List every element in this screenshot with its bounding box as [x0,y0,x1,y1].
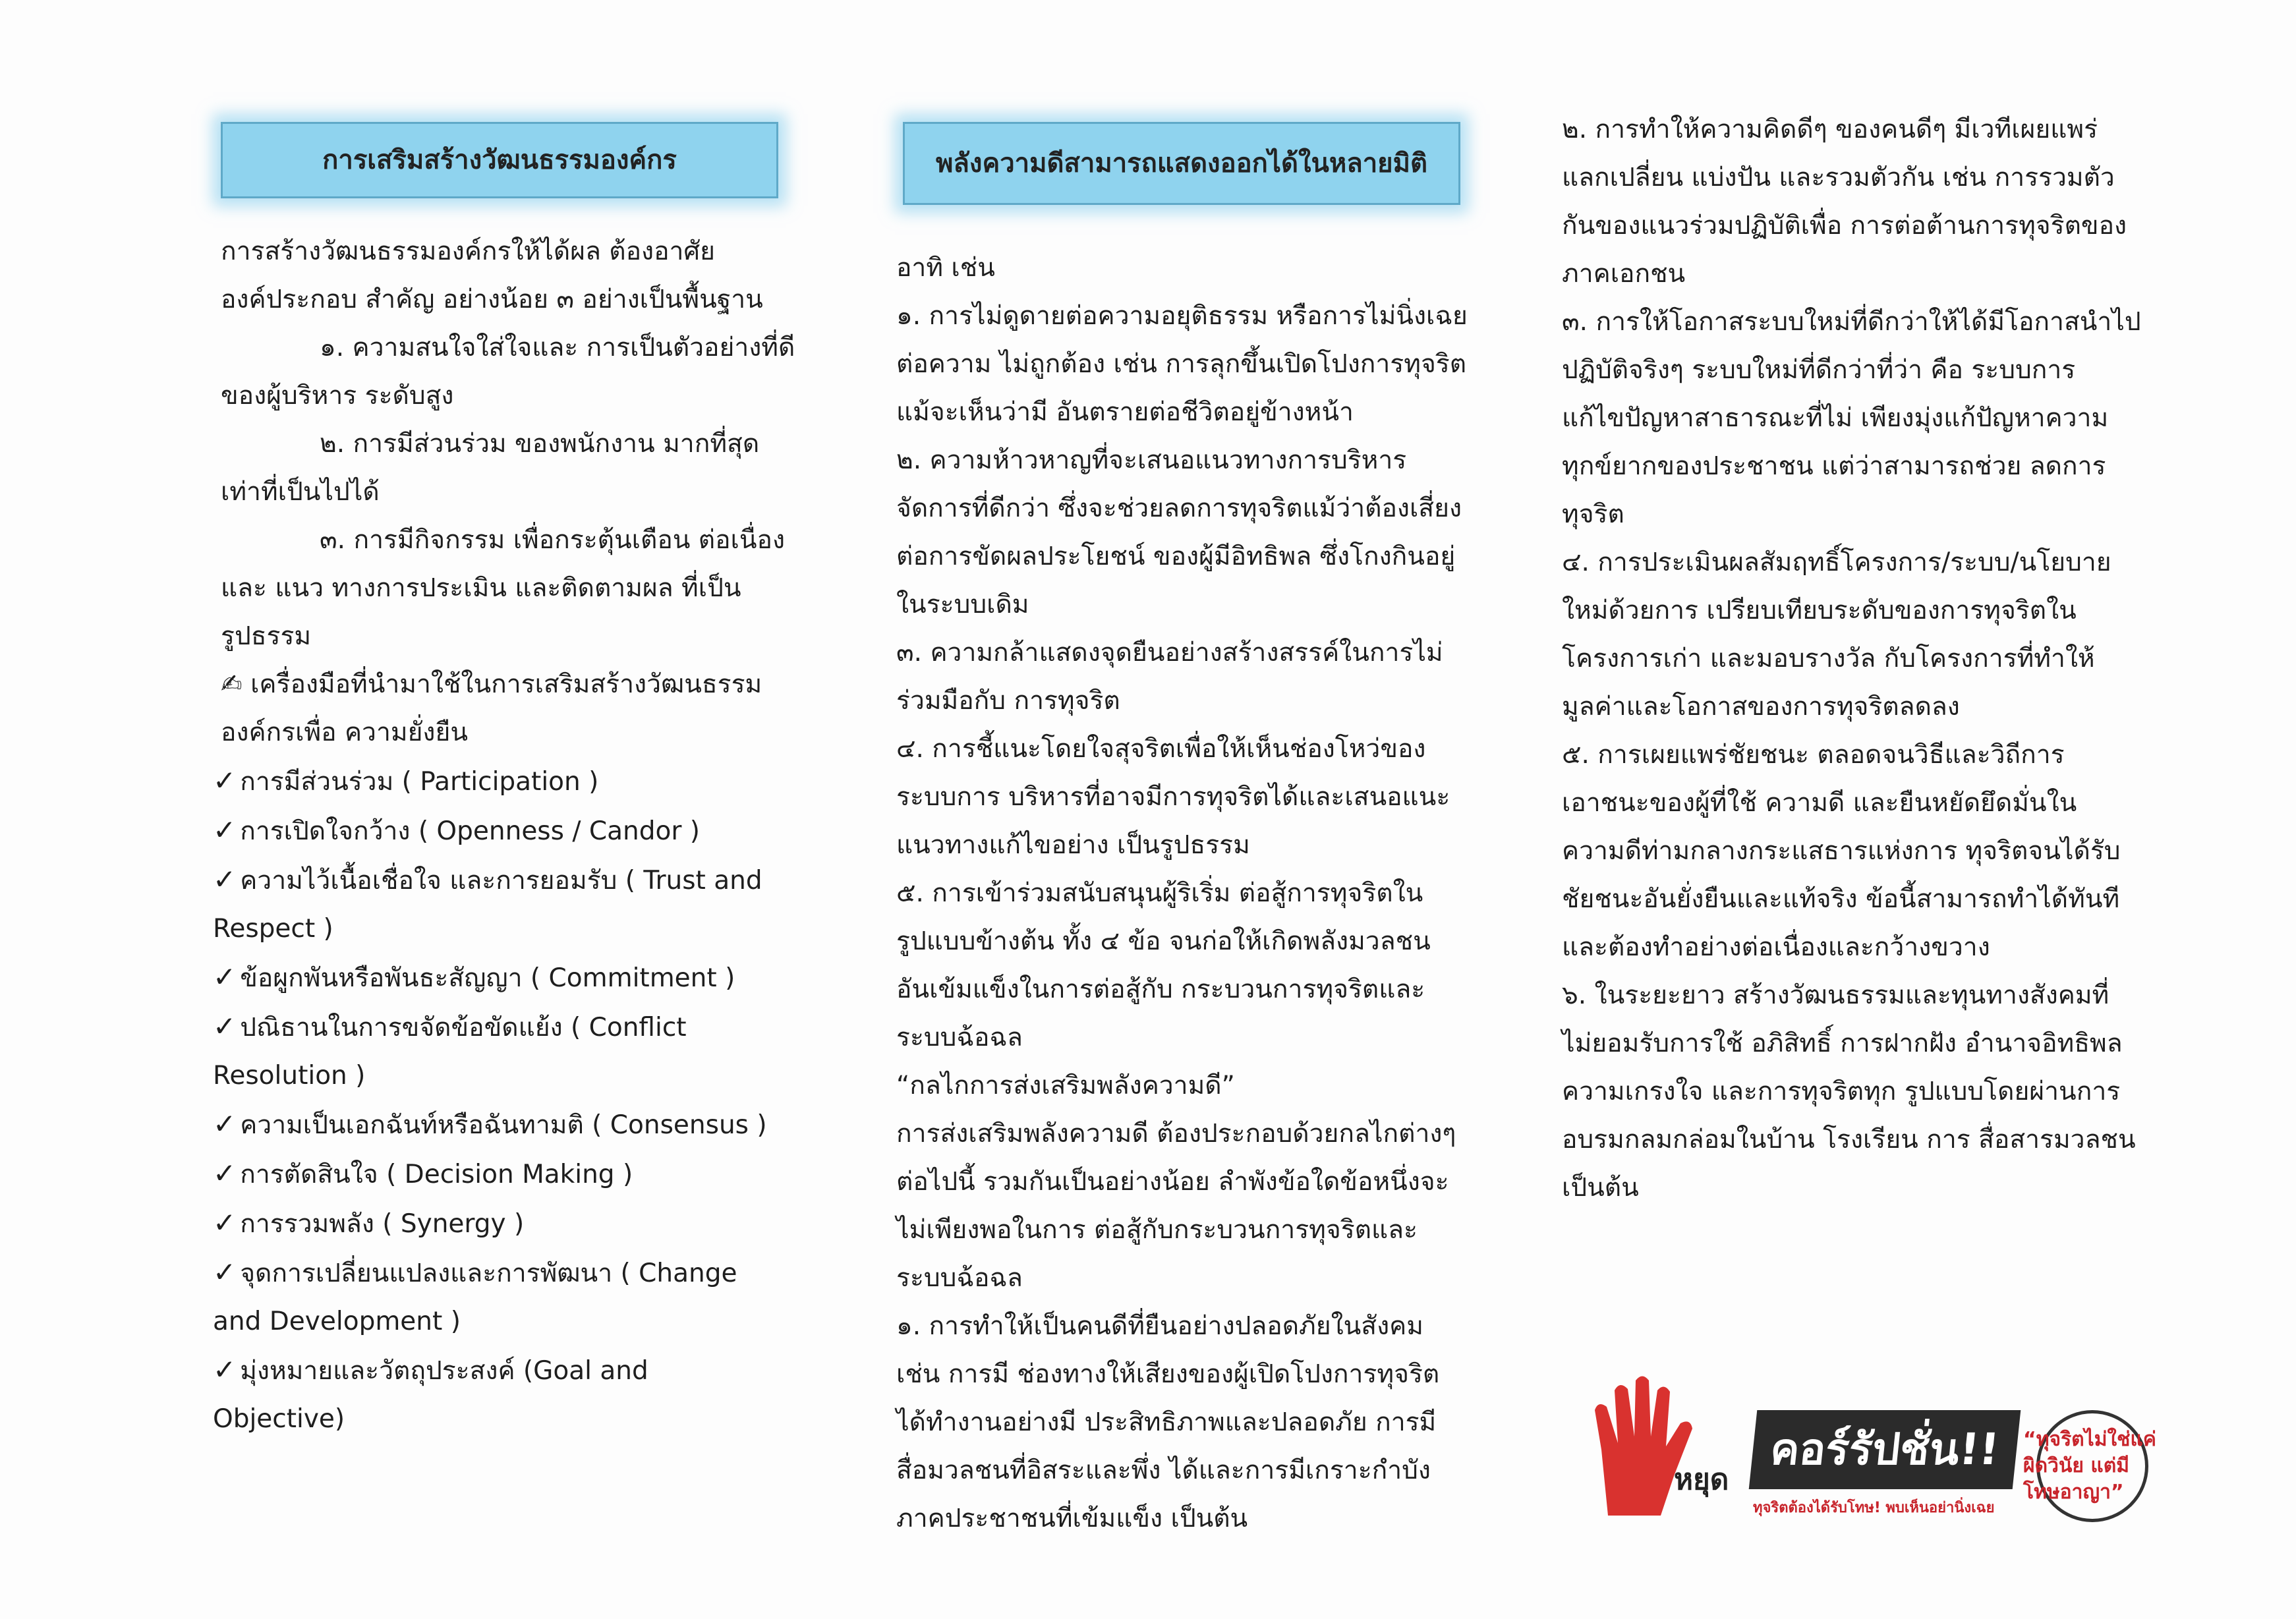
text-line: “กลไกการส่งเสริมพลังความดี” [896,1071,1235,1100]
text-line: ระบบฉ้อฉล [896,1263,1023,1293]
text-line: และต้องทำอย่างต่อเนื่องและกว้างขวาง [1562,932,1990,962]
text-line: เท่าที่เป็นไปได้ [221,477,380,507]
checklist-item-label: การตัดสินใจ ( Decision Making ) [240,1160,633,1189]
text-line: จัดการที่ดีกว่า ซึ่งจะช่วยลดการทุจริตแม้ว่าต้องเสี่ยง [896,494,1462,523]
text-line: อาทิ เช่น [896,253,995,283]
text-line: อบรมกลมกล่อมในบ้าน โรงเรียน การ สื่อสารมวลชน [1562,1125,2136,1154]
text-line: ไม่เพียงพอในการ ต่อสู้กับกระบวนการทุจริตและ [896,1215,1418,1245]
text-line: ต่อความ ไม่ถูกต้อง เช่น การลุกขึ้นเปิดโปงการทุจริต [896,349,1467,379]
text-line: ไม่ยอมรับการใช้ อภิสิทธิ์ การฝากฝัง อำนาจอิทธิพล [1562,1029,2123,1058]
checklist-item [213,1149,814,1199]
text-line: อันเข้มแข็งในการต่อสู้กับ กระบวนการทุจริตและ [896,975,1425,1004]
checklist-item-label: มุ่งหมายและวัตถุประสงค์ (Goal and [240,1356,648,1386]
text-line: ต่อไปนี้ รวมกันเป็นอย่างน้อย ลำพังข้อใดข้อหนึ่งจะ [896,1167,1449,1197]
text-line: มูลค่าและโอกาสของการทุจริตลดลง [1562,692,1960,722]
text-line: ภาคเอกชน [1562,259,1686,289]
check-mark-icon: ✓ [213,814,237,846]
text-line: ๒. ความห้าวหาญที่จะเสนอแนวทางการบริหาร [896,445,1407,475]
text-line: ๑. การทำให้เป็นคนดีที่ยืนอย่างปลอดภัยในสังคม [896,1311,1423,1341]
text-line: ความดีท่ามกลางกระแสธารแห่งการ ทุจริตจนได้รับ [1562,836,2121,866]
checklist-item-label: การเปิดใจกว้าง ( Openness / Candor ) [240,816,700,846]
check-mark-icon: ✓ [213,1157,237,1189]
checklist-item [213,1346,814,1395]
column3-text [1562,105,2155,1212]
checklist-item [213,1100,814,1149]
text-line: การสร้างวัฒนธรรมองค์กรให้ได้ผล ต้องอาศัย [221,237,716,266]
checklist-item-label: Respect ) [213,914,333,944]
text-line: ✍ เครื่องมือที่นำมาใช้ในการเสริมสร้างวัฒนธรรม [221,669,762,699]
checklist-item-continuation [213,905,814,953]
check-mark-icon: ✓ [213,764,237,797]
checklist-item-label: จุดการเปลี่ยนแปลงและการพัฒนา ( Change [240,1259,737,1288]
text-line: ๒. การทำให้ความคิดดีๆ ของคนดีๆ มีเวทีเผยแพร่ [1562,115,2098,144]
checklist-item-label: Resolution ) [213,1061,366,1091]
text-line: องค์กรเพื่อ ความยั่งยืน [221,718,468,747]
text-line: ชัยชนะอันยั่งยืนและแท้จริง ข้อนี้สามารถทำได้ทันที [1562,884,2120,914]
text-line: ระบบฉ้อฉล [896,1023,1023,1052]
text-line: สื่อมวลชนที่อิสระและพึ่ง ได้และการมีเกราะกำบัง [896,1456,1431,1485]
checklist-item-label: การรวมพลัง ( Synergy ) [240,1209,525,1239]
text-line: ปฏิบัติจริงๆ ระบบใหม่ที่ดีกว่าที่ว่า คือ ระบบการ [1562,355,2076,385]
checklist-item [213,1248,814,1297]
text-line: ๖. ในระยะยาว สร้างวัฒนธรรมและทุนทางสังคมที่ [1562,980,2109,1010]
text-line: ๔. การชี้แนะโดยใจสุจริตเพื่อให้เห็นช่องโหว่ของ [896,734,1426,764]
text-line: โครงการเก่า และมอบรางวัล กับโครงการที่ทำให้ [1562,644,2095,673]
column1-text [213,227,814,1443]
logo-main-text: คอร์รัปชั่น!! [1749,1410,2021,1489]
text-line: และ แนว ทางการประเมิน และติดตามผล ที่เป็น [221,573,741,603]
text-line: ๓. ความกล้าแสดงจุดยืนอย่างสร้างสรรค์ในการไม่ [896,638,1443,667]
text-line: ๔. การประเมินผลสัมฤทธิ์โครงการ/ระบบ/นโยบาย [1562,548,2111,577]
checklist-item-continuation [213,1297,814,1346]
text-line: ในระบบเดิม [896,590,1029,619]
checklist-item [213,855,814,905]
text-line: ภาคประชาชนที่เข้มแข็ง เป็นต้น [896,1504,1248,1533]
check-mark-icon: ✓ [213,1256,237,1288]
checklist-item [213,1199,814,1248]
text-line: แนวทางแก้ไขอย่าง เป็นรูปธรรม [896,830,1250,860]
checklist-item-continuation [213,1395,814,1443]
text-line: เอาชนะของผู้ที่ใช้ ความดี และยืนหยัดยึดมั่นใน [1562,788,2077,818]
text-line: เช่น การมี ช่องทางให้เสียงของผู้เปิดโปงการทุจริต [896,1359,1440,1389]
text-line: ร่วมมือกับ การทุจริต [896,686,1120,716]
logo-slogan-text: “ทุจริตไม่ใช่แค่ผิดวินัย แต่มีโทษอาญา” [2023,1428,2156,1504]
checklist-item-label: ความเป็นเอกฉันท์หรือฉันทามติ ( Consensus ) [240,1110,767,1140]
column1-header: การเสริมสร้างวัฒนธรรมองค์กร [221,122,778,198]
text-line: ระบบการ บริหารที่อาจมีการทุจริตได้และเสนอแนะ [896,782,1450,812]
text-line: ทุจริต [1562,499,1624,529]
check-mark-icon: ✓ [213,1353,237,1386]
check-mark-icon: ✓ [213,1207,237,1239]
column2-text [896,244,1489,1543]
checklist-item-label: ปณิธานในการขจัดข้อขัดแย้ง ( Conflict [240,1013,687,1042]
checklist-item [213,953,814,1002]
checklist-item [213,756,814,806]
check-mark-icon: ✓ [213,961,237,993]
text-line: กันของแนวร่วมปฏิบัติเพื่อ การต่อต้านการทุจริตของ [1562,211,2127,241]
checklist-item-label: การมีส่วนร่วม ( Participation ) [240,767,599,797]
logo-sub-text: ทุจริตต้องได้รับโทษ! พบเห็นอย่านิ่งเฉย [1753,1500,1995,1516]
checklist-item [213,1002,814,1052]
text-line: แก้ไขปัญหาสาธารณะที่ไม่ เพียงมุ่งแก้ปัญหาความ [1562,403,2109,433]
text-line: ความเกรงใจ และการทุจริตทุก รูปแบบโดยผ่านการ [1562,1077,2121,1106]
text-line: แลกเปลี่ยน แบ่งปัน และรวมตัวกัน เช่น การรวมตัว [1562,163,2115,192]
logo-stop-text: หยุด [1674,1463,1729,1496]
checklist-item-label: ความไว้เนื้อเชื่อใจ และการยอมรับ ( Trust and [240,866,762,895]
checklist-item-label: Objective) [213,1404,345,1434]
text-line: องค์ประกอบ สำคัญ อย่างน้อย ๓ อย่างเป็นพื้นฐาน [221,285,763,314]
text-line: การส่งเสริมพลังความดี ต้องประกอบด้วยกลไกต่างๆ [896,1119,1456,1149]
text-line: ๑. ความสนใจใส่ใจและ การเป็นตัวอย่างที่ดี [320,333,795,362]
text-line: ต่อการขัดผลประโยชน์ ของผู้มีอิทธิพล ซึ่งโกงกินอยู่ [896,542,1456,571]
text-line: ๓. การมีกิจกรรม เพื่อกระตุ้นเตือน ต่อเนื่อง [320,525,785,555]
text-line: ของผู้บริหาร ระดับสูง [221,381,454,411]
check-mark-icon: ✓ [213,863,237,895]
anti-corruption-logo [1575,1364,2168,1535]
tool-checklist [213,756,814,1443]
text-line: ๒. การมีส่วนร่วม ของพนักงาน มากที่สุด [320,429,760,459]
column2-header: พลังความดีสามารถแสดงออกได้ในหลายมิติ [903,122,1460,205]
text-line: ๕. การเผยแพร่ชัยชนะ ตลอดจนวิธีและวิถีการ [1562,740,2065,770]
text-line: ๓. การให้โอกาสระบบใหม่ที่ดีกว่าให้ได้มีโอกาสนำไป [1562,307,2141,337]
text-line: รูปธรรม [221,621,312,651]
check-mark-icon: ✓ [213,1010,237,1042]
text-line: ทุกข์ยากของประชาชน แต่ว่าสามารถช่วย ลดการ [1562,451,2106,481]
check-mark-icon: ✓ [213,1108,237,1140]
text-line: เป็นต้น [1562,1173,1639,1203]
checklist-item-continuation [213,1052,814,1100]
text-line: รูปแบบข้างต้น ทั้ง ๔ ข้อ จนก่อให้เกิดพลังมวลชน [896,926,1431,956]
checklist-item-label: ข้อผูกพันหรือพันธะสัญญา ( Commitment ) [240,963,735,993]
checklist-item-label: and Development ) [213,1307,461,1336]
text-line: ๑. การไม่ดูดายต่อความอยุติธรรม หรือการไม่นิ่งเฉย [896,301,1468,331]
text-line: ใหม่ด้วยการ เปรียบเทียบระดับของการทุจริตใน [1562,596,2077,625]
text-line: ได้ทำงานอย่างมี ประสิทธิภาพและปลอดภัย การมี [896,1407,1437,1437]
text-line: ๕. การเข้าร่วมสนับสนุนผู้ริเริ่ม ต่อสู้การทุจริตใน [896,878,1423,908]
checklist-item [213,806,814,855]
text-line: แม้จะเห็นว่ามี อันตรายต่อชีวิตอยู่ข้างหน้า [896,397,1354,427]
